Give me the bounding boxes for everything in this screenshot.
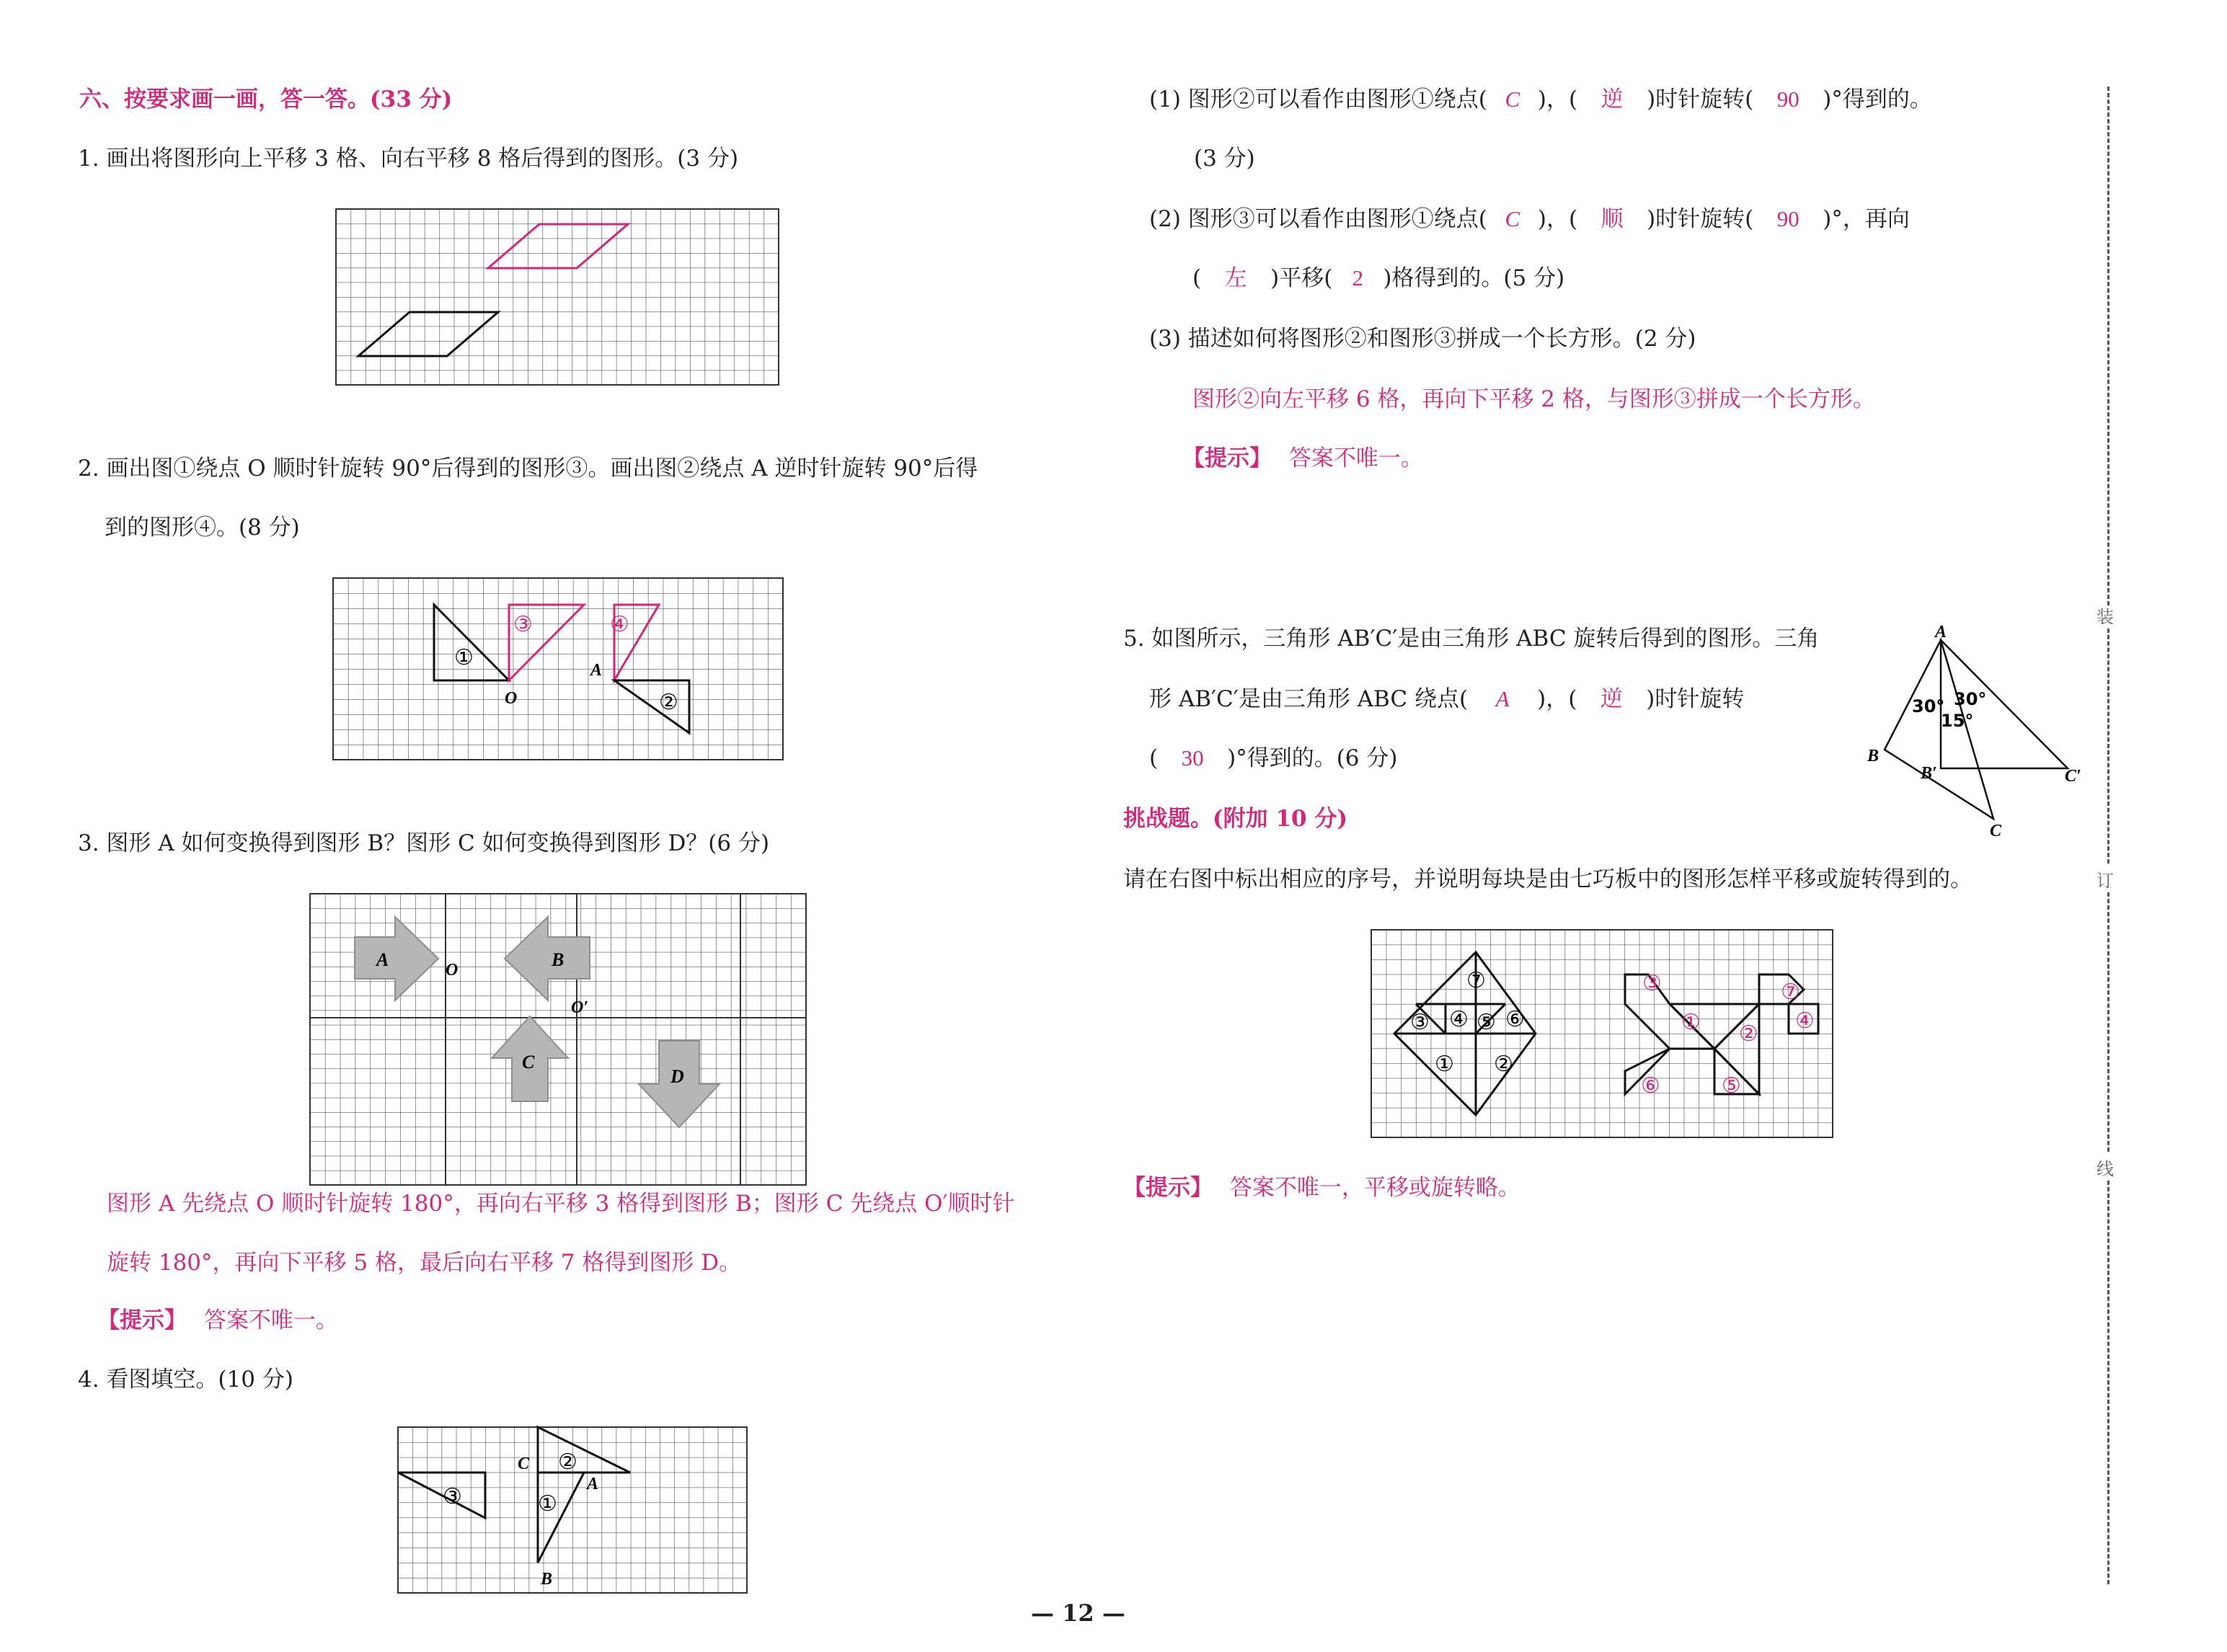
q4-1-answer-point: C: [1505, 86, 1520, 112]
sq-label-4: ④: [1449, 1007, 1469, 1032]
hint-text: 答案不唯一，平移或旋转略。: [1229, 1175, 1520, 1201]
hint-text: 答案不唯一。: [203, 1307, 338, 1333]
q4-2-answer-angle: 90: [1776, 206, 1799, 231]
fish-label-4: ④: [1795, 1008, 1815, 1034]
label-a: A: [1935, 623, 1947, 641]
binding-line-2: [2107, 629, 2109, 863]
q4-2-answer-point: C: [1505, 206, 1520, 231]
hint-label: 【提示】: [97, 1307, 187, 1333]
label-c: C: [518, 1455, 530, 1473]
question-4-text: 4. 看图填空。(10 分): [78, 1367, 293, 1393]
q4-part2-line2: [1192, 264, 1564, 293]
binding-line-4: [2107, 1181, 2109, 1584]
q3-grid-figure: [310, 894, 806, 1185]
question-3-answer-1: 图形 A 先绕点 O 顺时针旋转 180°，再向右平移 3 格得到图形 B；图形 C 先绕点 O′顺时针: [107, 1191, 1015, 1217]
question-3-text: 3. 图形 A 如何变换得到图形 B？图形 C 如何变换得到图形 D？(6 分): [78, 830, 770, 856]
label-b: B: [541, 1570, 553, 1589]
q5-answer-point: A: [1495, 686, 1510, 711]
q1-grid-figure: [336, 209, 779, 385]
q4-2-text-b: )，(: [1537, 206, 1578, 232]
q2-grid-figure: [333, 578, 783, 760]
fish-label-3: ③: [1642, 971, 1662, 996]
question-3-answer-2: 旋转 180°，再向下平移 5 格，最后向右平移 7 格得到图形 D。: [107, 1250, 742, 1276]
question-2-text-1: 2. 画出图①绕点 O 顺时针旋转 90°后得到的图形③。画出图②绕点 A 逆时针旋转 90°后得: [78, 456, 978, 481]
label-d: D: [670, 1066, 684, 1087]
margin-char-zhuang: 装: [2097, 607, 2114, 627]
q5-text-b: )，(: [1537, 686, 1577, 712]
hint-text: 答案不唯一。: [1288, 445, 1423, 471]
label-c: C: [1990, 822, 2002, 840]
fish-label-5: ⑤: [1722, 1073, 1741, 1098]
label-c1: ①: [538, 1491, 557, 1516]
question-5-line3: [1149, 744, 1397, 773]
q5-text-a: 形 AB′C′是由三角形 ABC 绕点(: [1149, 686, 1469, 712]
page-number: — 12 —: [1031, 1599, 1125, 1627]
label-c1: ①: [454, 645, 474, 670]
sq-label-3: ③: [1410, 1010, 1430, 1035]
q5-triangle-figure: [1860, 623, 2081, 840]
tangram-grid-figure: [1371, 930, 1833, 1137]
label-a: A: [376, 949, 389, 970]
angle-right: 30°: [1954, 689, 1987, 709]
q4-2-text-g: )格得到的。(5 分): [1383, 265, 1565, 291]
q5-text-c: )时针旋转: [1646, 686, 1745, 712]
hint-label: 【提示】: [1123, 1175, 1213, 1201]
sq-label-5: ⑤: [1476, 1010, 1496, 1035]
label-c3: ③: [513, 612, 533, 637]
q4-part3-text: (3) 描述如何将图形②和图形③拼成一个长方形。(2 分): [1149, 326, 1696, 352]
q4-1-text-a: (1) 图形②可以看作由图形①绕点(: [1149, 86, 1487, 112]
sq-label-7: ⑦: [1466, 968, 1486, 993]
label-b-prime: B′: [1921, 764, 1937, 783]
triangle-abc: [1885, 640, 1993, 819]
q4-2-answer-shift-count: 2: [1352, 265, 1364, 290]
angle-middle: 15°: [1941, 711, 1974, 731]
q5-text-e: )°得到的。(6 分): [1227, 745, 1398, 771]
label-c3: ③: [443, 1484, 462, 1509]
challenge-hint: [1123, 1173, 1520, 1202]
q4-part1-line2: (3 分): [1194, 146, 1255, 172]
question-5-line1: 5. 如图所示，三角形 AB′C′是由三角形 ABC 旋转后得到的图形。三角: [1123, 626, 1820, 652]
label-a: A: [590, 661, 603, 680]
q4-2-answer-shift-dir: 左: [1224, 265, 1247, 290]
hint-label: 【提示】: [1182, 445, 1272, 471]
fish-label-6: ⑥: [1641, 1073, 1660, 1098]
challenge-text: 请在右图中标出相应的序号，并说明每块是由七巧板中的图形怎样平移或旋转得到的。: [1123, 866, 1973, 892]
q4-1-answer-angle: 90: [1776, 86, 1799, 112]
sq-label-2: ②: [1494, 1052, 1513, 1077]
q5-answer-angle: 30: [1181, 745, 1204, 771]
label-c: C: [522, 1052, 535, 1073]
margin-char-xian: 线: [2097, 1159, 2114, 1179]
label-c-prime: C′: [2065, 767, 2081, 786]
q4-1-text-b: )，(: [1537, 86, 1578, 112]
label-c2: ②: [659, 690, 678, 715]
q4-part3-hint: [1182, 444, 1423, 473]
label-o: O: [505, 689, 518, 708]
question-3-hint: [97, 1306, 338, 1335]
label-b: B: [1867, 747, 1880, 765]
angle-left: 30°: [1912, 696, 1945, 716]
margin-char-ding: 订: [2097, 871, 2114, 891]
q4-part1-line1: [1149, 85, 1932, 114]
label-o: O: [446, 961, 459, 980]
label-c4: ④: [610, 612, 629, 637]
label-c2: ②: [558, 1449, 577, 1475]
sq-label-1: ①: [1435, 1052, 1454, 1077]
q5-answer-direction: 逆: [1600, 686, 1623, 711]
binding-line-3: [2107, 892, 2109, 1152]
binding-line-1: [2107, 86, 2109, 605]
q4-part3-answer: 图形②向左平移 6 格，再向下平移 2 格，与图形③拼成一个长方形。: [1192, 386, 1875, 412]
q4-2-text-f: )平移(: [1270, 265, 1333, 291]
q4-1-text-d: )°得到的。: [1823, 86, 1932, 112]
fish-label-2: ②: [1739, 1021, 1758, 1047]
q4-2-text-e: (: [1192, 265, 1202, 291]
q4-grid-figure: [398, 1427, 747, 1593]
q4-2-text-c: )时针旋转(: [1647, 206, 1754, 232]
fish-label-1: ①: [1681, 1010, 1701, 1035]
q4-1-answer-direction: 逆: [1600, 86, 1624, 112]
challenge-title: 挑战题。(附加 10 分): [1123, 806, 1348, 832]
sq-label-6: ⑥: [1505, 1007, 1525, 1032]
label-b: B: [552, 949, 565, 970]
label-a: A: [587, 1475, 599, 1493]
q4-2-text-d: )°，再向: [1823, 206, 1910, 232]
q4-1-text-c: )时针旋转(: [1647, 86, 1754, 112]
question-5-line2: [1149, 685, 1744, 714]
question-2-text-2: 到的图形④。(8 分): [105, 515, 300, 541]
fish-label-7: ⑦: [1781, 980, 1800, 1005]
q5-text-d: (: [1149, 745, 1159, 771]
label-o-prime: O′: [571, 998, 589, 1017]
section-title: 六、按要求画一画，答一答。(33 分): [79, 86, 453, 112]
q4-2-answer-direction: 顺: [1600, 206, 1624, 231]
question-1-text: 1. 画出将图形向上平移 3 格、向右平移 8 格后得到的图形。(3 分): [78, 146, 739, 172]
q4-2-text-a: (2) 图形③可以看作由图形①绕点(: [1149, 206, 1487, 232]
q4-part2-line1: [1149, 205, 1910, 234]
